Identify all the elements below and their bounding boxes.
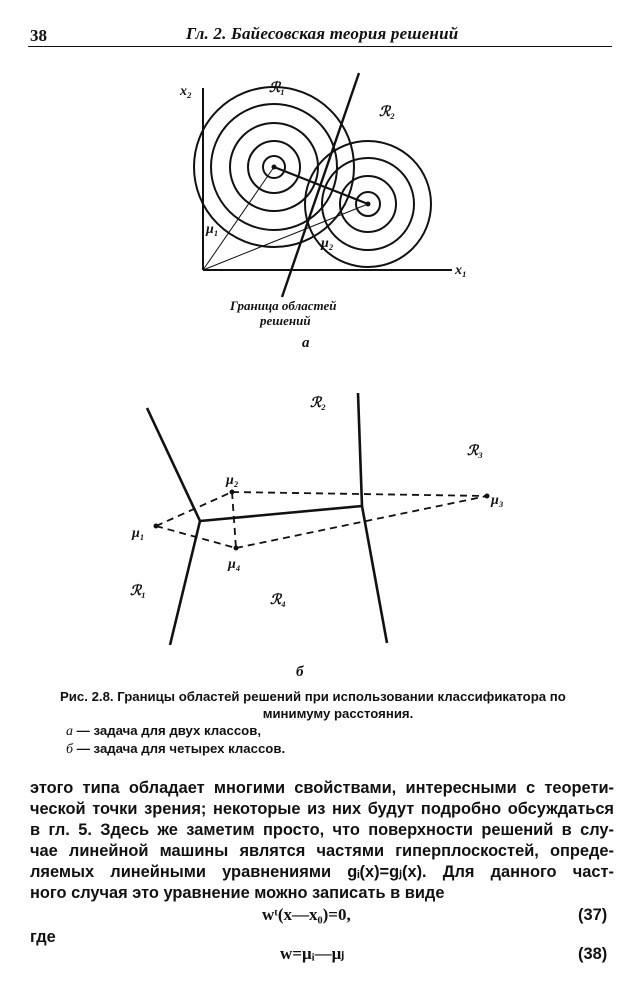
panel-a-label: а: [302, 335, 310, 351]
mu2-label: μ₂: [226, 473, 239, 488]
page-number: 38: [30, 26, 47, 45]
boundary-label-line1: Граница областей: [230, 298, 337, 313]
x2-axis-label: x₂: [180, 84, 192, 99]
panel-b-label: б: [296, 664, 304, 680]
equation-37-number: (37): [578, 906, 608, 924]
mean-point-3: [485, 494, 490, 499]
body-line2: ческой точки зрения; некоторые из них будут подробно обсуждаться: [30, 800, 614, 818]
caption-item-b-text: — задача для четырех классов.: [73, 741, 286, 756]
mean-point-4: [234, 546, 239, 551]
region-r1-label: ℛ₁: [269, 81, 286, 96]
mean-point-2: [230, 490, 235, 495]
caption-line1: Рис. 2.8. Границы областей решений при использовании классификатора по: [60, 689, 566, 704]
body-line5: ляемых линейными уравнениями gᵢ(x)=gⱼ(x). Для данного част-: [30, 863, 614, 881]
region-r1-label: ℛ₁: [130, 584, 147, 599]
boundaries: [147, 393, 387, 645]
region-r2-label: ℛ₂: [379, 105, 396, 120]
body-line6: ного случая это уравнение можно записать в виде: [30, 884, 445, 902]
region-r2-label: ℛ₂: [310, 396, 327, 411]
x1-axis-label: x₁: [455, 263, 467, 278]
figure-b: [130, 393, 504, 680]
boundary-label-line2: решений: [260, 313, 311, 328]
where-word: где: [30, 928, 56, 946]
mu3-label: μ₃: [491, 493, 504, 508]
caption-item-b-marker: б: [66, 742, 74, 757]
caption-item-a: [60, 722, 616, 740]
mu2-vector: [203, 204, 368, 270]
mu2-label: μ₂: [321, 236, 334, 251]
body-line4: чае линейной машины являтся частями гиперплоскостей, опреде-: [30, 842, 614, 860]
mu4-label: μ₄: [228, 557, 241, 572]
caption-item-a-text: — задача для двух классов,: [73, 723, 261, 738]
caption-item-b: [60, 740, 616, 758]
figure-a: [179, 73, 467, 351]
mu1-label: μ₁: [206, 222, 219, 237]
caption-line2: минимуму расстояния.: [262, 706, 414, 721]
equation-38-number: (38): [578, 945, 608, 963]
caption-item-a-marker: а: [66, 724, 73, 739]
equation-37: wᵗ(x—x₀)=0,: [262, 905, 351, 924]
body-line1: этого типа обладает многими свойствами, интересными с теорети-: [30, 779, 614, 797]
body-paragraph: [30, 778, 614, 904]
figure-caption: [60, 688, 616, 758]
region-r4-label: ℛ₄: [270, 593, 287, 608]
mu1-label: μ₁: [132, 526, 145, 541]
running-title: Гл. 2. Байесовская теория решений: [186, 24, 459, 43]
equation-38: w=μᵢ—μⱼ: [280, 944, 345, 963]
mean-point-1: [154, 524, 159, 529]
region-r3-label: ℛ₃: [467, 444, 484, 459]
body-line3: в гл. 5. Здесь же заметим просто, что поверхности решений в слу-: [30, 821, 614, 839]
